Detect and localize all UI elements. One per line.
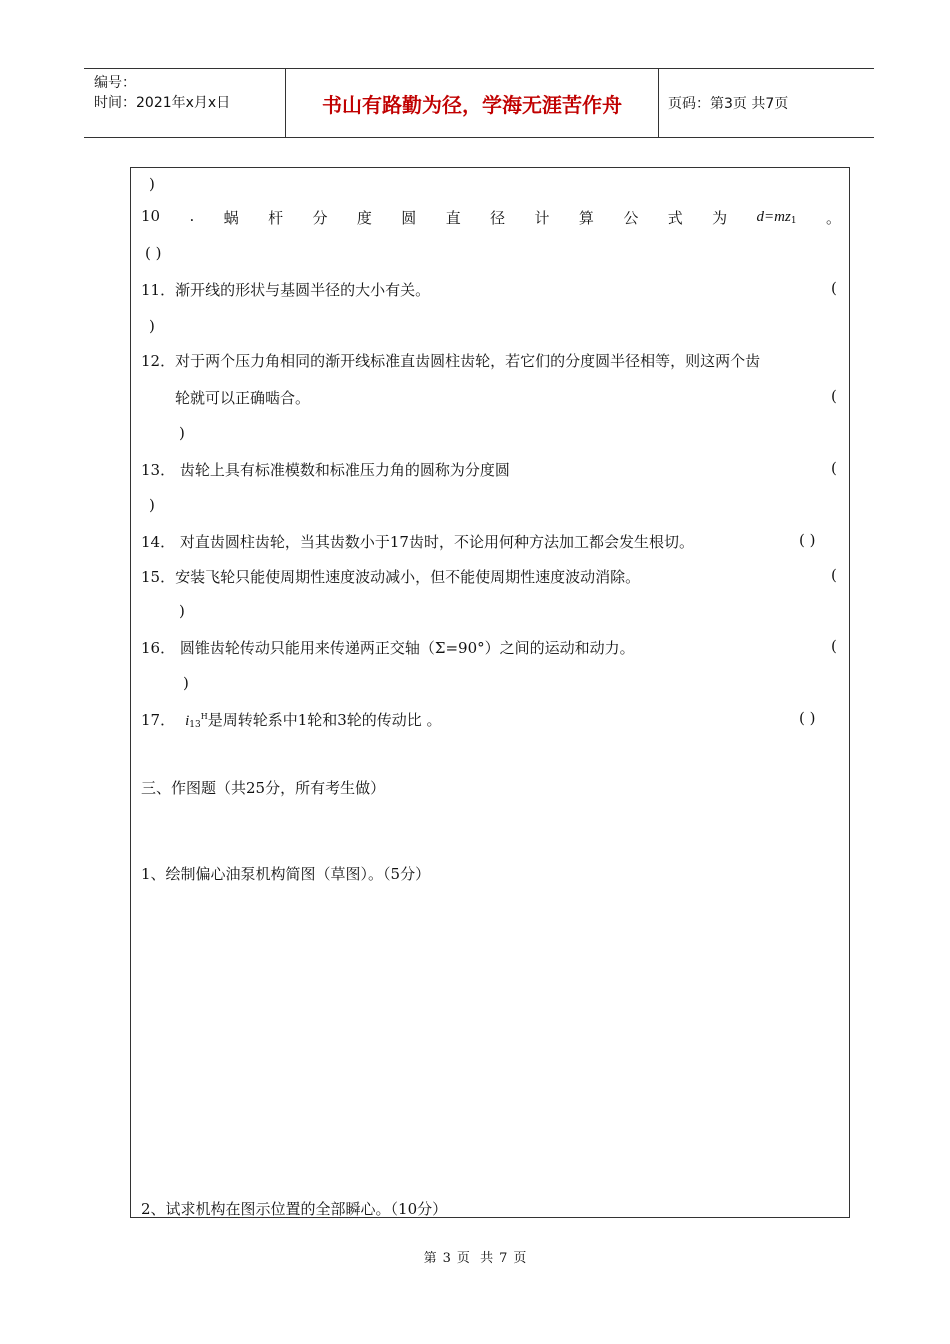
page-footer: 第 3 页 共 7 页 [423, 1251, 527, 1266]
question-10: 10 . 蜗 杆 分 度 圆 直 径 计 算 公 式 为 $d=mz_1$ 。 [141, 207, 841, 227]
question-13: 13． 齿轮上具有标准模数和标准压力角的圆称为分度圆 [141, 461, 510, 479]
question-17: 17． $i_{13}^H$是周转轮系中1轮和3轮的传动比 。 [141, 711, 442, 730]
question-14: 14． 对直齿圆柱齿轮，当其齿数小于17齿时，不论用何种方法加工都会发生根切。 [141, 533, 694, 551]
drawing-task-2: 2、试求机构在图示位置的全部瞬心。（10分） [141, 1200, 448, 1218]
question-11: 11．渐开线的形状与基圆半径的大小有关。 [141, 281, 431, 299]
page-info: 页码：第3页 共7页 [668, 96, 789, 112]
exam-content-box [130, 167, 850, 1218]
q15-paren-close: ) [179, 602, 185, 620]
q10-formula: $d=mz_1$ [756, 209, 797, 226]
q14-answer-paren: ( ) [799, 531, 816, 549]
q12-paren-open: ( [831, 387, 837, 405]
q15-paren-open: ( [831, 566, 837, 584]
motto: 书山有路勤为径，学海无涯苦作舟 [285, 69, 659, 137]
page-header [84, 68, 874, 138]
q13-paren-open: ( [831, 459, 837, 477]
time-label: 时间：2021年x月x日 [94, 95, 231, 111]
question-15: 15．安装飞轮只能使周期性速度波动减小，但不能使周期性速度波动消除。 [141, 568, 641, 586]
drawing-task-1: 1、绘制偏心油泵机构简图（草图）。（5分） [141, 865, 431, 883]
q16-paren-close: ) [183, 674, 189, 692]
carryover-paren: ) [149, 175, 155, 193]
q12-paren-close: ) [179, 424, 185, 442]
q13-paren-close: ) [149, 496, 155, 514]
q17-answer-paren: ( ) [799, 709, 816, 727]
q17-formula: $i_{13}^H$ [185, 712, 208, 730]
question-12-line2: 轮就可以正确啮合。 [175, 389, 311, 407]
section-3-heading: 三、作图题（共25分，所有考生做） [141, 779, 386, 797]
header-left [94, 73, 230, 113]
q11-paren-close: ) [149, 317, 155, 335]
question-16: 16． 圆锥齿轮传动只能用来传递两正交轴（Σ=90°）之间的运动和动力。 [141, 639, 635, 657]
q10-answer-paren: ( ) [145, 244, 162, 262]
number-label: 编号： [94, 75, 136, 91]
q16-paren-open: ( [831, 637, 837, 655]
q11-paren-open: ( [831, 279, 837, 297]
question-12-line1: 12．对于两个压力角相同的渐开线标准直齿圆柱齿轮，若它们的分度圆半径相等，则这两个齿 [141, 352, 761, 370]
